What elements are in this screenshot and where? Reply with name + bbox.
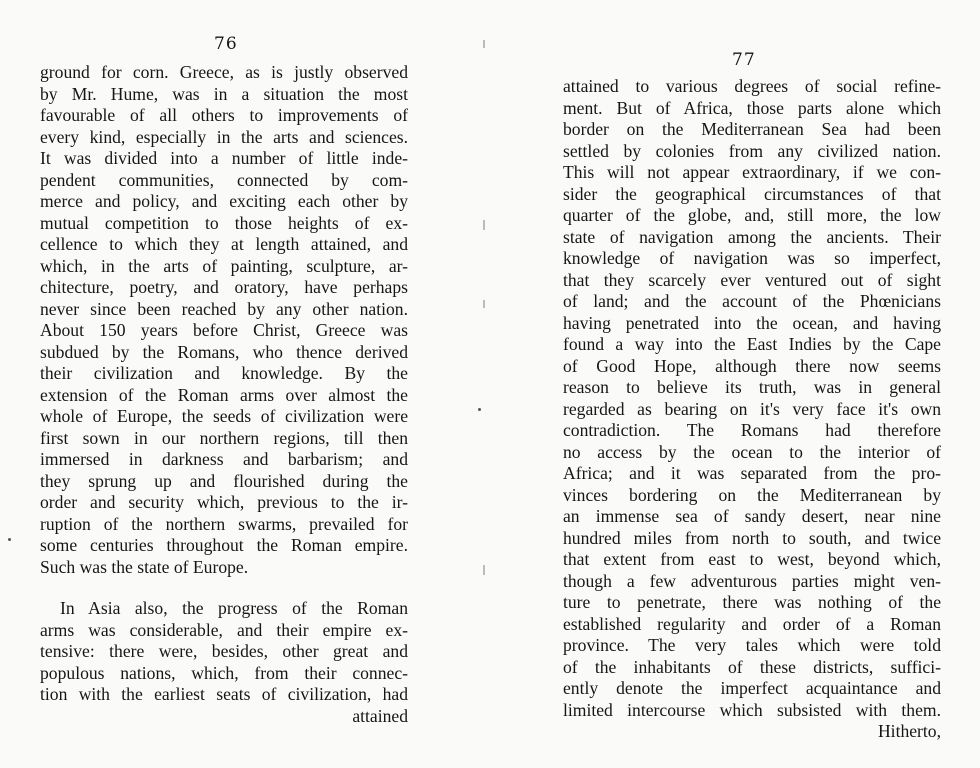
text-line: every kind, especially in the arts and sciences. bbox=[40, 126, 408, 147]
text-line: no access by the ocean to the interior of bbox=[563, 441, 941, 462]
text-line: ruption of the northern swarms, prevailed for bbox=[40, 513, 408, 534]
text-line: tion with the earliest seats of civilization, had bbox=[40, 684, 408, 704]
gutter-mark bbox=[483, 565, 485, 575]
right-page bbox=[500, 0, 980, 768]
text-line: ture to penetrate, there was nothing of the bbox=[563, 592, 941, 612]
text-line: found a way into the East Indies by the Cape bbox=[563, 334, 941, 354]
text-line: knowledge of navigation was so imperfect, bbox=[563, 248, 941, 268]
text-line: ment. But of Africa, those parts alone which bbox=[563, 97, 941, 118]
text-line: limited intercourse which subsisted with them. bbox=[563, 699, 941, 720]
text-line: attained to various degrees of social refine- bbox=[563, 76, 941, 96]
margin-dot bbox=[478, 408, 481, 411]
text-line: Such was the state of Europe. bbox=[40, 556, 249, 577]
gutter-mark bbox=[483, 300, 485, 308]
text-line: province. The very tales which were told bbox=[563, 635, 941, 655]
text-line: In Asia also, the progress of the Roman bbox=[60, 598, 408, 618]
text-line: by Mr. Hume, was in a situation the most bbox=[40, 83, 408, 104]
text-line: reason to believe its truth, was in general bbox=[563, 377, 941, 397]
text-line: which, in the arts of painting, sculpture, ar- bbox=[40, 255, 408, 276]
text-line: extension of the Roman arms over almost the bbox=[40, 384, 408, 405]
catchword: Hitherto, bbox=[877, 721, 941, 741]
text-line: contradiction. The Romans had therefore bbox=[563, 420, 941, 440]
text-line: cellence to which they at length attained, and bbox=[40, 234, 408, 254]
gutter-mark bbox=[483, 40, 485, 48]
text-line: settled by colonies from any civilized nation. bbox=[563, 140, 941, 161]
left-text-block bbox=[40, 62, 408, 727]
text-line: merce and policy, and exciting each other by bbox=[40, 191, 408, 211]
text-line: vinces bordering on the Mediterranean by bbox=[563, 484, 941, 505]
text-line: state of navigation among the ancients. Their bbox=[563, 226, 941, 247]
catchword: attained bbox=[352, 705, 408, 726]
text-line: ground for corn. Greece, as is justly observed bbox=[40, 62, 408, 82]
text-line: favourable of all others to improvements of bbox=[40, 105, 408, 125]
page-number-right: 77 bbox=[732, 50, 756, 70]
text-line: they sprung up and flourished during the bbox=[40, 470, 408, 491]
text-line: arms was considerable, and their empire ex- bbox=[40, 619, 408, 640]
text-line: whole of Europe, the seeds of civilization were bbox=[40, 406, 408, 426]
text-line: of the inhabitants of these districts, suffici- bbox=[563, 656, 941, 677]
text-line: chitecture, poetry, and oratory, have perhaps bbox=[40, 277, 408, 297]
text-line: It was divided into a number of little inde- bbox=[40, 148, 408, 168]
text-line: some centuries throughout the Roman empire. bbox=[40, 535, 408, 555]
text-line: having penetrated into the ocean, and having bbox=[563, 312, 941, 333]
text-line: hundred miles from north to south, and twice bbox=[563, 527, 941, 548]
text-line: populous nations, which, from their connec- bbox=[40, 662, 408, 683]
text-line: sider the geographical circumstances of that bbox=[563, 183, 941, 204]
margin-dot bbox=[8, 538, 11, 541]
text-line: their civilization and knowledge. By the bbox=[40, 363, 408, 383]
text-line: Africa; and it was separated from the pro- bbox=[563, 463, 941, 483]
text-line: of Good Hope, although there now seems bbox=[563, 355, 941, 376]
text-line: ently denote the imperfect acquaintance and bbox=[563, 678, 941, 698]
text-line: established regularity and order of a Roman bbox=[563, 613, 941, 634]
text-line: quarter of the globe, and, still more, the low bbox=[563, 205, 941, 225]
text-line: About 150 years before Christ, Greece was bbox=[40, 320, 408, 340]
page-number-left: 76 bbox=[214, 34, 238, 54]
right-text-block bbox=[563, 76, 941, 743]
text-line: never since been reached by any other nation. bbox=[40, 298, 408, 319]
text-line: immersed in darkness and barbarism; and bbox=[40, 449, 408, 469]
left-page bbox=[0, 0, 470, 768]
text-line: of land; and the account of the Phœnicians bbox=[563, 291, 941, 311]
text-line: that extent from east to west, beyond which, bbox=[563, 549, 941, 569]
text-line: This will not appear extraordinary, if we con- bbox=[563, 162, 941, 182]
text-line: subdued by the Romans, who thence derived bbox=[40, 341, 408, 362]
paragraph-gap bbox=[40, 578, 408, 598]
text-line: that they scarcely ever ventured out of sight bbox=[563, 269, 941, 290]
text-line: regarded as bearing on it's very face it's own bbox=[563, 398, 941, 419]
text-line: tensive: there were, besides, other great and bbox=[40, 641, 408, 661]
text-line: pendent communities, connected by com- bbox=[40, 169, 408, 190]
text-line: though a few adventurous parties might ven- bbox=[563, 570, 941, 591]
text-line: border on the Mediterranean Sea had been bbox=[563, 119, 941, 139]
text-line: first sown in our northern regions, till then bbox=[40, 427, 408, 448]
text-line: an immense sea of sandy desert, near nine bbox=[563, 506, 941, 526]
text-line: order and security which, previous to the ir- bbox=[40, 492, 408, 512]
text-line: mutual competition to those heights of ex- bbox=[40, 212, 408, 233]
gutter-mark bbox=[483, 220, 485, 230]
